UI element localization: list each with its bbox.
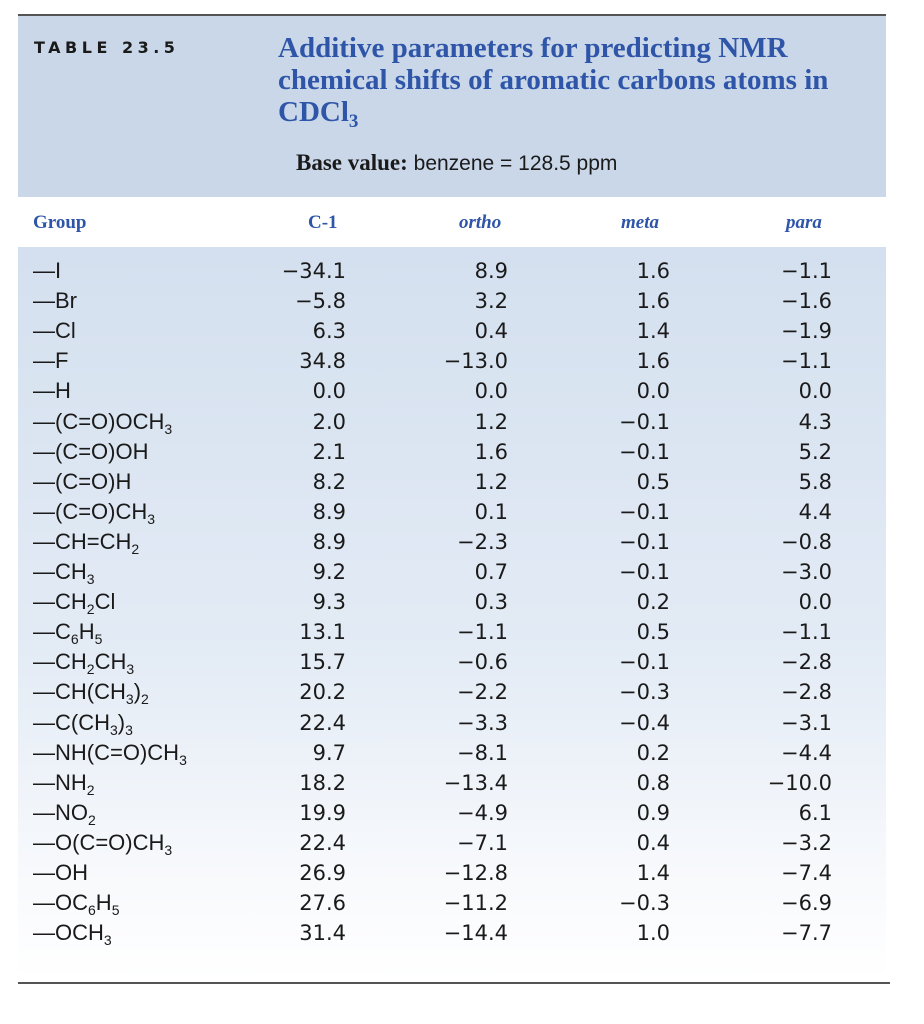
para-cell: −1.1 <box>781 349 832 374</box>
para-cell: −1.1 <box>781 620 832 645</box>
para-cell: −10.0 <box>767 770 832 795</box>
para-cell: 5.8 <box>798 469 832 494</box>
c1-cell: 27.6 <box>299 891 346 916</box>
table-row <box>18 617 886 647</box>
meta-cell: 1.0 <box>636 921 670 946</box>
meta-cell: −0.1 <box>619 439 670 464</box>
meta-cell: −0.3 <box>619 680 670 705</box>
group-cell <box>33 647 134 677</box>
para-cell: 0.0 <box>798 379 832 404</box>
table-row <box>18 798 886 828</box>
table-header <box>18 16 886 197</box>
ortho-cell: −13.0 <box>443 349 508 374</box>
table-row <box>18 407 886 437</box>
group-text: —C <box>33 619 71 645</box>
group-cell <box>33 557 95 587</box>
group-text: —Cl <box>33 318 76 344</box>
c1-cell: 2.1 <box>312 439 346 464</box>
group-cell <box>33 407 172 437</box>
c1-cell: 19.9 <box>299 800 346 825</box>
ortho-cell: 0.4 <box>474 319 508 344</box>
table-row <box>18 527 886 557</box>
group-subscript: 2 <box>131 540 140 557</box>
base-value-label: Base value: <box>296 150 408 175</box>
para-cell: −1.6 <box>781 289 832 314</box>
table-row <box>18 376 886 406</box>
group-cell <box>33 527 139 557</box>
c1-cell: 6.3 <box>312 319 346 344</box>
column-header-para: para <box>786 212 822 233</box>
group-text: H <box>95 890 112 916</box>
meta-cell: 1.6 <box>636 259 670 283</box>
para-cell: 4.4 <box>798 499 832 524</box>
group-cell <box>33 376 71 406</box>
group-text: —Br <box>33 288 77 314</box>
group-text: —F <box>33 348 69 374</box>
ortho-cell: 3.2 <box>474 289 508 314</box>
group-subscript: 6 <box>70 631 79 648</box>
ortho-cell: 1.2 <box>474 469 508 494</box>
table-row <box>18 677 886 707</box>
c1-cell: 34.8 <box>299 349 346 374</box>
group-text: ) <box>133 679 142 705</box>
table-row <box>18 858 886 888</box>
column-header-ortho: ortho <box>459 212 502 233</box>
para-cell: −3.0 <box>781 560 832 584</box>
group-text: —CH=CH <box>33 528 132 554</box>
meta-cell: 1.6 <box>636 289 670 314</box>
group-subscript: 2 <box>86 781 95 798</box>
group-subscript: 2 <box>141 691 149 708</box>
group-subscript: 5 <box>111 902 120 919</box>
group-text: CH <box>94 649 127 675</box>
table-row <box>18 437 886 467</box>
group-text: —OCH <box>33 920 104 946</box>
ortho-cell: 1.6 <box>474 439 508 464</box>
c1-cell: 9.2 <box>312 560 346 584</box>
c1-cell: 13.1 <box>299 620 346 645</box>
c1-cell: 8.9 <box>312 499 346 524</box>
group-subscript: 6 <box>88 902 96 919</box>
ortho-cell: −0.6 <box>457 650 508 675</box>
group-cell <box>33 708 133 738</box>
group-subscript: 2 <box>86 661 95 678</box>
group-subscript: 3 <box>126 661 135 678</box>
group-text: —C(CH <box>33 709 110 735</box>
table-row <box>18 918 886 948</box>
title-formula: CDCl <box>278 96 349 128</box>
para-cell: −7.4 <box>781 861 832 885</box>
group-subscript: 3 <box>164 841 173 858</box>
group-cell <box>33 497 155 527</box>
c1-cell: 22.4 <box>299 830 346 855</box>
ortho-cell: −2.2 <box>457 680 508 705</box>
para-cell: 0.0 <box>798 590 832 615</box>
meta-cell: −0.4 <box>619 710 670 735</box>
group-text: H <box>78 619 95 645</box>
meta-cell: 1.4 <box>636 861 670 885</box>
group-subscript: 2 <box>86 601 95 618</box>
para-cell: −2.8 <box>781 680 832 705</box>
title-formula-subscript: 3 <box>348 111 359 132</box>
c1-cell: 2.0 <box>312 409 346 434</box>
meta-cell: 0.5 <box>636 469 670 494</box>
meta-cell: 0.5 <box>636 620 670 645</box>
para-cell: −1.9 <box>781 319 832 344</box>
meta-cell: 1.6 <box>636 349 670 374</box>
c1-cell: 0.0 <box>312 379 346 404</box>
ortho-cell: −13.4 <box>443 770 508 795</box>
group-cell <box>33 316 76 346</box>
c1-cell: −5.8 <box>295 289 346 314</box>
group-cell <box>33 286 77 316</box>
ortho-cell: −14.4 <box>443 921 508 946</box>
group-text: —NO <box>33 799 88 825</box>
para-cell: −3.1 <box>781 710 832 735</box>
c1-cell: 9.7 <box>312 740 346 765</box>
para-cell: 4.3 <box>798 409 832 434</box>
c1-cell: 26.9 <box>299 861 346 885</box>
ortho-cell: −11.2 <box>443 891 508 916</box>
table-row <box>18 708 886 738</box>
ortho-cell: −8.1 <box>457 740 508 765</box>
c1-cell: 15.7 <box>299 650 346 675</box>
column-header-group: Group <box>33 212 87 233</box>
c1-cell: 8.2 <box>312 469 346 494</box>
group-cell <box>33 437 149 467</box>
group-cell <box>33 677 149 707</box>
para-cell: −0.8 <box>781 529 832 554</box>
meta-cell: 0.0 <box>636 379 670 404</box>
table-row <box>18 738 886 768</box>
c1-cell: 20.2 <box>299 680 346 705</box>
group-cell <box>33 828 172 858</box>
ortho-cell: −1.1 <box>457 620 508 645</box>
table-row <box>18 316 886 346</box>
group-text: —OC <box>33 890 88 916</box>
base-value-text: benzene = 128.5 ppm <box>407 152 618 175</box>
group-text: Cl <box>94 589 116 615</box>
para-cell: 5.2 <box>798 439 832 464</box>
ortho-cell: −4.9 <box>457 800 508 825</box>
table-body <box>18 247 886 980</box>
group-text: —(C=O)OCH <box>33 408 165 434</box>
ortho-cell: 1.2 <box>474 409 508 434</box>
group-text: —(C=O)OH <box>33 438 149 464</box>
meta-cell: 0.9 <box>636 800 670 825</box>
table-row <box>18 286 886 316</box>
column-header-c1: C-1 <box>308 212 338 233</box>
group-text: —I <box>33 258 62 283</box>
group-subscript: 3 <box>125 721 133 738</box>
bottom-rule <box>18 982 890 984</box>
table-row <box>18 467 886 497</box>
c1-cell: 18.2 <box>299 770 346 795</box>
c1-cell: 31.4 <box>299 921 346 946</box>
para-cell: 6.1 <box>798 800 832 825</box>
group-text: —O(C=O)CH <box>33 829 165 855</box>
group-cell <box>33 256 61 286</box>
group-cell <box>33 798 96 828</box>
table-row <box>18 557 886 587</box>
c1-cell: 8.9 <box>312 529 346 554</box>
c1-cell: 22.4 <box>299 710 346 735</box>
group-subscript: 3 <box>164 420 173 437</box>
group-cell <box>33 617 102 647</box>
column-header-row <box>18 197 886 247</box>
table-title <box>278 32 878 132</box>
group-text: —CH <box>33 589 87 615</box>
meta-cell: 0.8 <box>636 770 670 795</box>
column-header-meta: meta <box>621 212 659 233</box>
title-line-1: Additive parameters for predicting NMR <box>278 32 788 64</box>
group-text: ) <box>117 709 126 735</box>
ortho-cell: 0.3 <box>474 590 508 615</box>
table-label: TABLE 23.5 <box>34 38 180 57</box>
table-row <box>18 768 886 798</box>
table-row <box>18 346 886 376</box>
group-cell <box>33 587 115 617</box>
group-text: —H <box>33 378 71 404</box>
group-cell <box>33 467 131 497</box>
meta-cell: −0.1 <box>619 560 670 584</box>
para-cell: −1.1 <box>781 259 832 283</box>
ortho-cell: 8.9 <box>474 259 508 283</box>
ortho-cell: −7.1 <box>457 830 508 855</box>
ortho-cell: −12.8 <box>443 861 508 885</box>
meta-cell: −0.3 <box>619 891 670 916</box>
group-subscript: 3 <box>147 510 156 527</box>
group-subscript: 3 <box>179 751 187 768</box>
ortho-cell: 0.7 <box>474 560 508 584</box>
meta-cell: 1.4 <box>636 319 670 344</box>
group-text: —NH(C=O)CH <box>33 739 180 765</box>
meta-cell: 0.4 <box>636 830 670 855</box>
group-subscript: 3 <box>103 932 112 949</box>
table-row <box>18 587 886 617</box>
group-text: —CH <box>33 559 87 584</box>
ortho-cell: 0.0 <box>474 379 508 404</box>
group-cell <box>33 918 112 948</box>
group-cell <box>33 346 68 376</box>
group-text: —(C=O)H <box>33 468 132 494</box>
meta-cell: −0.1 <box>619 529 670 554</box>
group-cell <box>33 858 88 888</box>
group-cell <box>33 768 95 798</box>
para-cell: −7.7 <box>781 921 832 946</box>
group-subscript: 2 <box>88 811 96 828</box>
title-line-3 <box>278 96 878 132</box>
para-cell: −6.9 <box>781 891 832 916</box>
meta-cell: 0.2 <box>636 590 670 615</box>
table-row <box>18 256 886 286</box>
meta-cell: −0.1 <box>619 409 670 434</box>
table-row <box>18 497 886 527</box>
table-row <box>18 647 886 677</box>
c1-cell: 9.3 <box>312 590 346 615</box>
title-line-2: chemical shifts of aromatic carbons atoms in <box>278 64 829 96</box>
c1-cell: −34.1 <box>281 259 346 283</box>
group-text: —(C=O)CH <box>33 498 148 524</box>
group-text: —CH <box>33 649 87 675</box>
base-value <box>296 150 617 176</box>
para-cell: −3.2 <box>781 830 832 855</box>
group-text: —CH(CH <box>33 679 126 705</box>
table-row <box>18 888 886 918</box>
ortho-cell: 0.1 <box>474 499 508 524</box>
group-subscript: 3 <box>110 721 118 738</box>
group-subscript: 3 <box>125 691 134 708</box>
group-text: —NH <box>33 769 87 795</box>
table-row <box>18 828 886 858</box>
para-cell: −4.4 <box>781 740 832 765</box>
group-text: —OH <box>33 860 88 885</box>
group-cell <box>33 888 119 918</box>
meta-cell: 0.2 <box>636 740 670 765</box>
group-cell <box>33 738 187 768</box>
ortho-cell: −3.3 <box>457 710 508 735</box>
para-cell: −2.8 <box>781 650 832 675</box>
ortho-cell: −2.3 <box>457 529 508 554</box>
group-subscript: 5 <box>94 631 103 648</box>
meta-cell: −0.1 <box>619 499 670 524</box>
meta-cell: −0.1 <box>619 650 670 675</box>
group-subscript: 3 <box>86 571 95 587</box>
